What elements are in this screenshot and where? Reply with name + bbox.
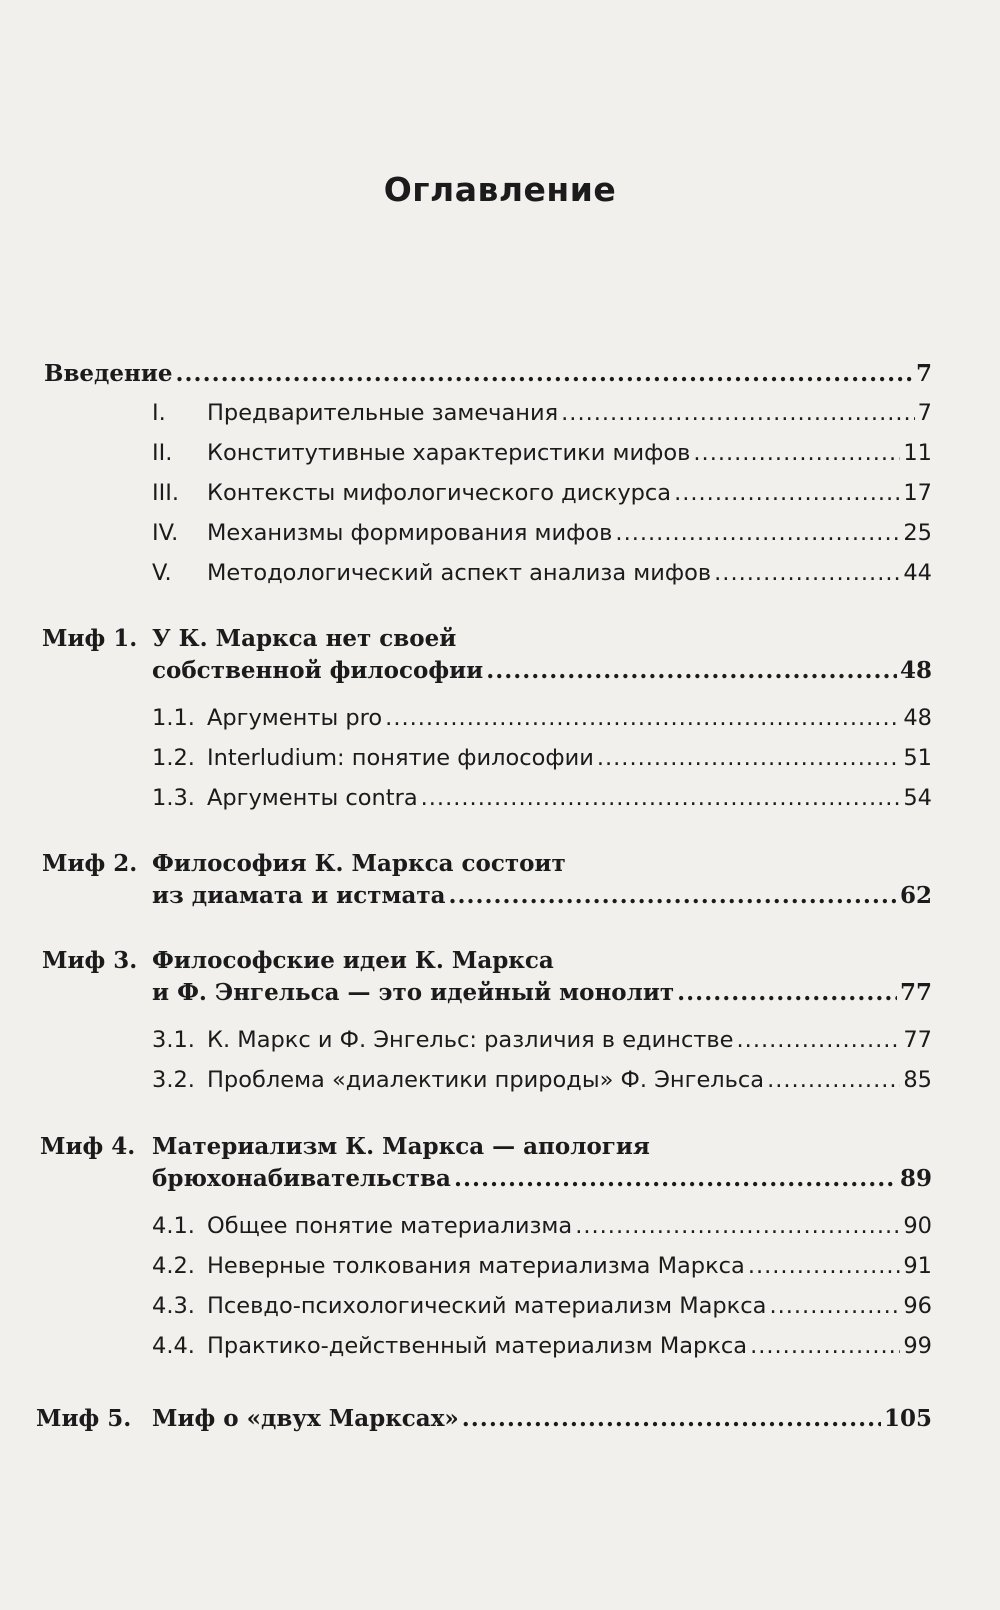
entry-title: К. Маркс и Ф. Энгельс: различия в единстве [207,1027,734,1053]
page-number: 44 [903,560,932,586]
leader-dots [421,785,901,811]
page-number: 96 [903,1293,932,1319]
toc-entry[interactable] [152,1027,932,1053]
leader-dots [449,882,897,909]
page-number: 7 [915,360,932,387]
toc-entry-myth-2[interactable] [152,882,932,909]
entry-title: Проблема «диалектики природы» Ф. Энгельса [207,1067,765,1093]
toc-entry[interactable] [152,1293,932,1319]
entry-number: 1.3. [152,785,195,811]
toc-entry[interactable] [152,1213,932,1239]
entry-number: III. [152,480,180,506]
page-number: 48 [899,657,932,684]
toc-entry[interactable] [152,785,932,811]
entry-number: 4.4. [152,1333,195,1359]
toc-entry[interactable] [152,520,932,546]
toc-entry-myth-5[interactable] [152,1405,932,1432]
page-title: Оглавление [383,170,617,209]
toc-entry[interactable] [152,1253,932,1279]
entry-number: 3.2. [152,1067,195,1093]
page-number: 51 [903,745,932,771]
page-number: 48 [903,705,932,731]
myth-number: Миф 5. [36,1405,132,1432]
myth-number: Миф 3. [42,947,138,974]
page-number: 105 [883,1405,932,1432]
entry-title: Предварительные замечания [207,400,559,426]
page-number: 91 [903,1253,932,1279]
leader-dots [677,979,897,1006]
page-number: 99 [903,1333,932,1359]
leader-dots [748,1253,901,1279]
entry-title: Псевдо-психологический материализм Маркса [207,1293,767,1319]
leader-dots [615,520,900,546]
toc-entry-myth-4[interactable] [152,1165,932,1192]
leader-dots [750,1333,900,1359]
entry-title: Конститутивные характеристики мифов [207,440,691,466]
leader-dots [693,440,900,466]
leader-dots [767,1067,900,1093]
page-number: 90 [903,1213,932,1239]
myth-number: Миф 1. [42,625,138,652]
leader-dots [385,705,900,731]
entry-title: Неверные толкования материализма Маркса [207,1253,745,1279]
entry-number: 4.2. [152,1253,195,1279]
entry-title: собственной философии [152,657,484,684]
entry-number: 4.1. [152,1213,195,1239]
toc-entry[interactable] [152,745,932,771]
toc-entry[interactable] [152,400,932,426]
leader-dots [769,1293,900,1319]
leader-dots [486,657,897,684]
page-number: 17 [903,480,932,506]
toc-entry[interactable] [152,560,932,586]
entry-title: Методологический аспект анализа мифов [207,560,712,586]
leader-dots [597,745,901,771]
page-number: 7 [917,400,932,426]
entry-number: 4.3. [152,1293,195,1319]
entry-title-line1: Философия К. Маркса состоит [152,850,566,877]
entry-title: брюхонабивательства [152,1165,451,1192]
page-number: 25 [903,520,932,546]
entry-number: I. [152,400,166,426]
entry-number: V. [152,560,172,586]
entry-title: Миф о «двух Марксах» [152,1405,459,1432]
page-number: 89 [899,1165,932,1192]
leader-dots [454,1165,897,1192]
entry-title: Введение [44,360,173,387]
page-number: 11 [903,440,932,466]
myth-number: Миф 2. [42,850,138,877]
entry-title-line1: Материализм К. Маркса — апология [152,1133,650,1160]
leader-dots [714,560,900,586]
entry-title: Общее понятие материализма [207,1213,573,1239]
entry-title: Практико-действенный материализм Маркса [207,1333,748,1359]
entry-number: IV. [152,520,179,546]
entry-title-line1: У К. Маркса нет своей [152,625,457,652]
leader-dots [575,1213,900,1239]
entry-title-line1: Философские идеи К. Маркса [152,947,554,974]
toc-entry[interactable] [152,705,932,731]
entry-title: Interludium: понятие философии [207,745,594,771]
leader-dots [737,1027,901,1053]
page-number: 85 [903,1067,932,1093]
toc-entry-myth-3[interactable] [152,979,932,1006]
entry-number: 1.1. [152,705,195,731]
leader-dots [176,360,913,387]
page-number: 77 [899,979,932,1006]
myth-number: Миф 4. [40,1133,136,1160]
page-number: 77 [903,1027,932,1053]
leader-dots [462,1405,881,1432]
entry-number: 1.2. [152,745,195,771]
leader-dots [674,480,900,506]
toc-entry[interactable] [152,480,932,506]
entry-title: Контексты мифологического дискурса [207,480,672,506]
toc-entry[interactable] [152,1067,932,1093]
entry-number: II. [152,440,173,466]
entry-title: и Ф. Энгельса — это идейный монолит [152,979,675,1006]
toc-entry-intro[interactable] [44,360,932,387]
page-number: 62 [899,882,932,909]
entry-title: Аргументы contra [207,785,418,811]
leader-dots [561,400,915,426]
entry-title: из диамата и истмата [152,882,446,909]
toc-entry-myth-1[interactable] [152,657,932,684]
entry-number: 3.1. [152,1027,195,1053]
entry-title: Механизмы формирования мифов [207,520,613,546]
toc-entry[interactable] [152,440,932,466]
entry-title: Аргументы pro [207,705,383,731]
toc-entry[interactable] [152,1333,932,1359]
page-number: 54 [903,785,932,811]
